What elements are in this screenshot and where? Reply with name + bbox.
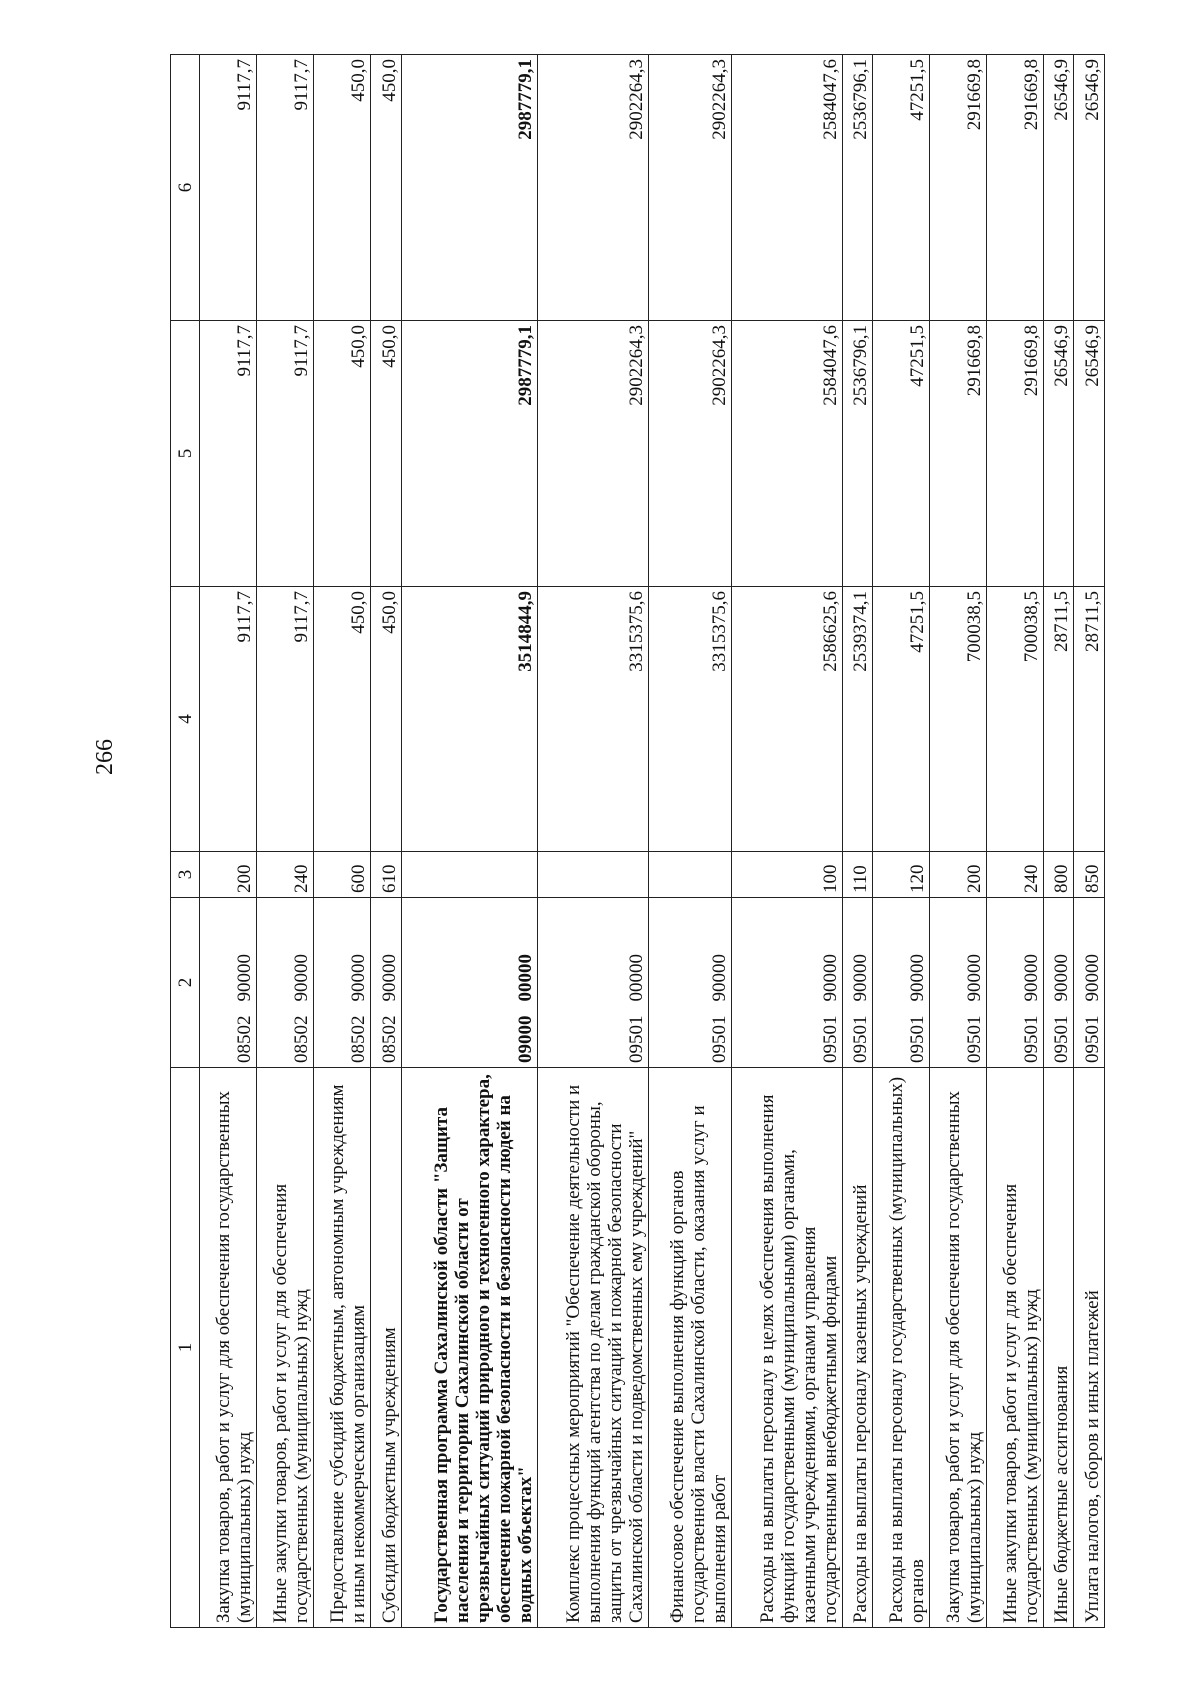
- code-direction: 00000: [625, 954, 647, 1002]
- row-value-col5: 2902264,3: [538, 321, 648, 587]
- code-program: 09501: [625, 1015, 647, 1063]
- row-value-col6: 2536796,1: [842, 55, 872, 321]
- header-col-6: 6: [171, 55, 200, 321]
- table-row: [371, 55, 401, 1628]
- row-value-col4: 2539374,1: [842, 587, 872, 852]
- code-direction: 90000: [964, 954, 986, 1002]
- row-value-col4: 450,0: [314, 587, 371, 852]
- row-value-col4: 9117,7: [257, 587, 314, 852]
- table-row: [732, 55, 842, 1628]
- row-value-col5: 291669,8: [987, 321, 1044, 587]
- row-expense-type: 600: [314, 852, 371, 898]
- table-row: [872, 55, 929, 1628]
- row-value-col5: 2902264,3: [648, 321, 732, 587]
- row-value-col6: 291669,8: [987, 55, 1044, 321]
- row-value-col6: 26546,9: [1044, 55, 1074, 321]
- row-name: Расходы на выплаты персоналу казенных учреждений: [842, 1068, 872, 1628]
- row-code: [257, 898, 314, 1068]
- table-row: [401, 55, 538, 1628]
- row-value-col6: 291669,8: [930, 55, 987, 321]
- table-row: [314, 55, 371, 1628]
- budget-table: [170, 54, 1105, 1628]
- row-value-col6: 2987779,1: [401, 55, 538, 321]
- code-program: 08502: [234, 1015, 256, 1063]
- code-program: 09501: [1051, 1015, 1073, 1063]
- row-value-col5: 450,0: [314, 321, 371, 587]
- header-col-5: 5: [171, 321, 200, 587]
- table-row: [648, 55, 732, 1628]
- row-value-col6: 47251,5: [872, 55, 929, 321]
- row-code: [314, 898, 371, 1068]
- row-value-col6: 2902264,3: [648, 55, 732, 321]
- row-value-col6: 26546,9: [1074, 55, 1105, 321]
- code-program: 09501: [709, 1015, 731, 1063]
- row-value-col4: 3315375,6: [648, 587, 732, 852]
- code-direction: 90000: [1082, 954, 1103, 1002]
- table-row: [930, 55, 987, 1628]
- header-col-2: 2: [171, 898, 200, 1068]
- row-code: [648, 898, 732, 1068]
- table-row: [538, 55, 648, 1628]
- row-value-col4: 700038,5: [987, 587, 1044, 852]
- row-code: [930, 898, 987, 1068]
- row-expense-type: 850: [1074, 852, 1105, 898]
- row-name: Расходы на выплаты персоналу государственных (муниципальных) органов: [872, 1068, 929, 1628]
- page-number: 266: [92, 739, 118, 775]
- row-value-col5: 9117,7: [200, 321, 257, 587]
- row-value-col5: 2987779,1: [401, 321, 538, 587]
- code-program: 09501: [819, 1015, 841, 1063]
- row-value-col4: 28711,5: [1044, 587, 1074, 852]
- row-expense-type: 800: [1044, 852, 1074, 898]
- row-value-col6: 9117,7: [200, 55, 257, 321]
- row-value-col5: 47251,5: [872, 321, 929, 587]
- budget-table-container: [170, 55, 1105, 1628]
- header-col-3: 3: [171, 852, 200, 898]
- row-expense-type: 200: [930, 852, 987, 898]
- row-name: Комплекс процессных мероприятий "Обеспечение деятельности и выполнения функций агентства по делам гражданской обороны, защиты от чрезвычайных ситуаций и пожарной безопасности Сахалинской области и подведомственных ему учреждений": [538, 1068, 648, 1628]
- row-expense-type: 100: [732, 852, 842, 898]
- code-direction: 90000: [709, 954, 731, 1002]
- code-program: 09501: [1021, 1015, 1043, 1063]
- row-value-col6: 2584047,6: [732, 55, 842, 321]
- row-value-col5: 291669,8: [930, 321, 987, 587]
- row-code: [987, 898, 1044, 1068]
- code-program: 09501: [1082, 1015, 1103, 1063]
- row-name: Финансовое обеспечение выполнения функций органов государственной власти Сахалинской области, оказания услуг и выполнения работ: [648, 1068, 732, 1628]
- header-col-4: 4: [171, 587, 200, 852]
- row-value-col4: 3514844,9: [401, 587, 538, 852]
- row-name: Уплата налогов, сборов и иных платежей: [1074, 1068, 1105, 1628]
- table-row: [842, 55, 872, 1628]
- code-direction: 90000: [348, 954, 370, 1002]
- row-value-col5: 2536796,1: [842, 321, 872, 587]
- row-code: [872, 898, 929, 1068]
- table-row: [1044, 55, 1074, 1628]
- table-row: [257, 55, 314, 1628]
- row-value-col4: 700038,5: [930, 587, 987, 852]
- row-name: Государственная программа Сахалинской области "Защита населения и территории Сахалинской области от чрезвычайных ситуаций природного и техногенного характера, обеспечение пожарной безопасности и безопасности людей на водных объектах": [401, 1068, 538, 1628]
- row-code: [371, 898, 401, 1068]
- row-value-col6: 450,0: [371, 55, 401, 321]
- code-program: 08502: [348, 1015, 370, 1063]
- row-code: [842, 898, 872, 1068]
- row-value-col6: 9117,7: [257, 55, 314, 321]
- code-program: 08502: [378, 1015, 400, 1063]
- row-code: [200, 898, 257, 1068]
- row-expense-type: [538, 852, 648, 898]
- row-code: [1074, 898, 1105, 1068]
- row-value-col6: 2902264,3: [538, 55, 648, 321]
- row-value-col5: 9117,7: [257, 321, 314, 587]
- table-row: [1074, 55, 1105, 1628]
- row-code: [401, 898, 538, 1068]
- row-value-col6: 450,0: [314, 55, 371, 321]
- code-direction: 90000: [819, 954, 841, 1002]
- row-name: Иные бюджетные ассигнования: [1044, 1068, 1074, 1628]
- row-value-col4: 2586625,6: [732, 587, 842, 852]
- code-program: 09501: [907, 1015, 928, 1063]
- code-direction: 90000: [1021, 954, 1043, 1002]
- table-body: [200, 55, 1105, 1628]
- code-program: 08502: [291, 1015, 313, 1063]
- row-expense-type: [648, 852, 732, 898]
- row-value-col4: 9117,7: [200, 587, 257, 852]
- row-value-col5: 26546,9: [1074, 321, 1105, 587]
- row-value-col5: 26546,9: [1044, 321, 1074, 587]
- code-program: 09000: [515, 1015, 537, 1063]
- row-expense-type: 110: [842, 852, 872, 898]
- row-expense-type: 240: [257, 852, 314, 898]
- code-direction: 90000: [234, 954, 256, 1002]
- row-code: [1044, 898, 1074, 1068]
- table-row: [987, 55, 1044, 1628]
- row-expense-type: 200: [200, 852, 257, 898]
- row-expense-type: 610: [371, 852, 401, 898]
- code-direction: 00000: [515, 954, 537, 1002]
- code-direction: 90000: [907, 954, 928, 1002]
- row-name: Расходы на выплаты персоналу в целях обеспечения выполнения функций государственными (муниципальными) органами, казенными учреждениями, органами управления государственными внебюджетными фондами: [732, 1068, 842, 1628]
- row-name: Иные закупки товаров, работ и услуг для обеспечения государственных (муниципальных) нужд: [257, 1068, 314, 1628]
- row-value-col4: 450,0: [371, 587, 401, 852]
- row-value-col4: 47251,5: [872, 587, 929, 852]
- row-name: Предоставление субсидий бюджетным, автономным учреждениям и иным некоммерческим организациям: [314, 1068, 371, 1628]
- table-row: [200, 55, 257, 1628]
- row-value-col4: 3315375,6: [538, 587, 648, 852]
- row-expense-type: 240: [987, 852, 1044, 898]
- table-header-row: [171, 55, 200, 1628]
- row-name: Субсидии бюджетным учреждениям: [371, 1068, 401, 1628]
- row-code: [538, 898, 648, 1068]
- row-name: Иные закупки товаров, работ и услуг для обеспечения государственных (муниципальных) нужд: [987, 1068, 1044, 1628]
- code-program: 09501: [849, 1015, 871, 1063]
- row-code: [732, 898, 842, 1068]
- header-col-1: 1: [171, 1068, 200, 1628]
- row-value-col5: 450,0: [371, 321, 401, 587]
- row-expense-type: [401, 852, 538, 898]
- code-direction: 90000: [1051, 954, 1073, 1002]
- row-value-col5: 2584047,6: [732, 321, 842, 587]
- code-direction: 90000: [849, 954, 871, 1002]
- row-value-col4: 28711,5: [1074, 587, 1105, 852]
- code-direction: 90000: [378, 954, 400, 1002]
- row-name: Закупка товаров, работ и услуг для обеспечения государственных (муниципальных) нужд: [930, 1068, 987, 1628]
- code-program: 09501: [964, 1015, 986, 1063]
- row-expense-type: 120: [872, 852, 929, 898]
- code-direction: 90000: [291, 954, 313, 1002]
- row-name: Закупка товаров, работ и услуг для обеспечения государственных (муниципальных) нужд: [200, 1068, 257, 1628]
